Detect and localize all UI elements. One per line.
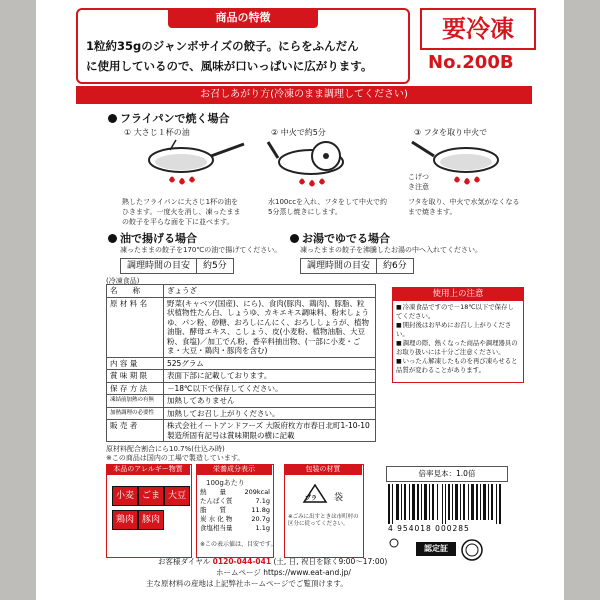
row-value: 加熱してありません [164, 395, 376, 408]
pan-heading [108, 110, 229, 126]
packaging-note: ※ごみに出すときは市町村の区分に従ってください。 [288, 514, 359, 527]
nutrition-per: 100gあたり [206, 479, 245, 487]
allergen-wheat: 小麦 [112, 486, 138, 506]
phone-hours: (土, 日, 祝日を除く9:00～17:00) [273, 557, 388, 566]
homepage-url[interactable]: https://www.eat-and.jp/ [263, 568, 351, 577]
features-title: 商品の特徴 [168, 8, 318, 28]
step-1-label: ① 大さじ１杯の油 [124, 128, 190, 137]
caution-item: ■ 冷凍食品ですので－18℃以下で保存してください。 [396, 303, 520, 321]
ratio-note: 原材料配合割合にら10.7%(仕込み時) [106, 445, 225, 453]
table-row [107, 407, 376, 420]
features-text [86, 36, 402, 76]
boil-heading-text: お湯でゆでる場合 [302, 232, 390, 245]
phone-number: 0120-044-041 [212, 557, 272, 566]
bullet-icon [108, 114, 117, 123]
table-caption: (冷凍食品) [106, 277, 140, 285]
fry-time-box [120, 258, 234, 274]
nutrition-row [200, 488, 270, 497]
table-row [107, 357, 376, 370]
step-2-label: ② 中火で約5分 [271, 128, 326, 137]
boil-desc: 凍ったままの餃子を沸騰したお湯の中へ入れてください。 [300, 246, 482, 254]
nutrition-row [200, 497, 270, 506]
row-value: －18℃以下で保存してください。 [164, 382, 376, 395]
package-back [36, 0, 564, 600]
barcode-digits: 4 954018 000285 [388, 524, 470, 533]
nutrient-value: 20.7g [251, 515, 270, 523]
nutrition-row [200, 506, 270, 515]
row-value: 表面下部に記載しております。 [164, 370, 376, 383]
fry-heading [108, 230, 197, 246]
fry-heading-text: 油で揚げる場合 [120, 232, 197, 245]
step-1-desc: 熱したフライパンに大さじ1杯の油をひきます。一度火を消し、凍ったままの餃子を平らな面を下に並べます。 [122, 198, 241, 226]
caution-item: ■ 調理の際、熱くなった商品や調理器具のお取り扱いには十分ご注意ください。 [396, 339, 520, 357]
howto-banner: お召しあがり方(冷凍のまま調理してください) [76, 86, 532, 104]
keep-frozen-label: 要冷凍 [420, 8, 536, 50]
nutrition-note: ※この表示値は、目安です。 [200, 541, 277, 548]
nutrient-name: たんぱく質 [200, 497, 233, 505]
homepage-line [216, 567, 351, 578]
row-key: 内 容 量 [107, 357, 164, 370]
row-key: 保 存 方 法 [107, 382, 164, 395]
bullet-icon [290, 234, 299, 243]
burn-warning: こげつき注意 [408, 173, 429, 191]
product-label-table [106, 284, 376, 442]
row-key: 加熱調理の必要性 [107, 407, 164, 420]
ga-logo-icon [388, 538, 402, 548]
packaging-panel [284, 464, 364, 558]
product-number: No.200B [428, 52, 514, 73]
row-key: 賞 味 期 限 [107, 370, 164, 383]
factory-note: ※この商品は国内の工場で製造しています。 [106, 454, 245, 462]
phone-label: お客様ダイヤル [158, 557, 211, 566]
fry-time-value: 約5分 [203, 261, 227, 271]
row-value: 525グラム [164, 357, 376, 370]
nutrient-name: 食塩相当量 [200, 524, 233, 532]
row-value: 株式会社イートアンドフーズ 大阪府枚方市春日北町1-10-10 製造所固有記号は賞味期限の横に記載 [164, 420, 376, 442]
caution-box [392, 287, 524, 383]
nutrient-name: 脂 質 [200, 506, 226, 514]
table-row [107, 395, 376, 408]
packaging-title: 包装の材質 [284, 464, 362, 475]
customer-line [158, 556, 387, 567]
caution-list [393, 303, 523, 375]
allergen-sesame: ごま [138, 486, 164, 506]
bullet-icon [108, 234, 117, 243]
allergy-title: 本品のアレルギー物質 [106, 464, 190, 475]
allergen-chicken: 鶏肉 [112, 510, 138, 530]
step-2-desc: 水100ccを入れ、フタをして中火で約5分蒸し焼きにします。 [268, 198, 387, 216]
packaging-material: 袋 [334, 493, 344, 503]
row-key: 販 売 者 [107, 420, 164, 442]
boil-heading [290, 230, 390, 246]
table-row [107, 382, 376, 395]
origin-note: 主な原材料の産地は上記弊社ホームページでご覧頂けます。 [146, 579, 348, 588]
frying-pan-oil-icon [136, 138, 246, 190]
fry-desc: 凍ったままの餃子を170℃の油で揚げてください。 [120, 246, 282, 254]
features-box [76, 8, 410, 84]
fry-time-label: 調理時間の目安 [121, 259, 197, 273]
row-value: 加熱してお召し上がりください。 [164, 407, 376, 420]
nutrient-name: 熱 量 [200, 488, 226, 496]
row-key: 凍結前加熱の有無 [107, 395, 164, 408]
caution-title: 使用上の注意 [393, 288, 523, 301]
pan-heading-text: フライパンで焼く場合 [120, 112, 230, 125]
homepage-label: ホームページ [216, 568, 261, 577]
nutrition-row [200, 524, 270, 533]
allergen-soy: 大豆 [164, 486, 190, 506]
boil-time-label: 調理時間の目安 [301, 259, 377, 273]
nutrient-value: 209kcal [244, 488, 270, 496]
caution-item: ■ いったん解凍したものを再び凍らせると品質が変わることがあります。 [396, 357, 520, 375]
boil-time-value: 約6分 [383, 261, 407, 271]
nutrition-row [200, 515, 270, 524]
caution-item: ■ 開封後はお早めにお召し上がりください。 [396, 321, 520, 339]
table-row [107, 285, 376, 298]
table-row [107, 420, 376, 442]
step-3-desc: フタを取り、中火で水気がなくなるまで焼きます。 [408, 198, 520, 216]
row-key: 名 称 [107, 285, 164, 298]
recycle-symbol-text: プラ [305, 495, 318, 502]
allergen-pork: 豚肉 [138, 510, 164, 530]
features-line-1: 1粒約35gのジャンボサイズの餃子。にらをふんだん [86, 39, 359, 53]
row-value: ぎょうざ [164, 285, 376, 298]
row-key: 原 材 料 名 [107, 297, 164, 357]
table-row [107, 297, 376, 357]
nutrient-value: 7.1g [255, 497, 270, 505]
nutrient-value: 11.8g [251, 506, 270, 514]
row-value: 野菜(キャベツ(国産)、にら)、食肉(豚肉、鶏肉)、豚脂、粒状植物性たん白、しょうゆ、カキエキス調味料、粉末しょうゆ、パン粉、砂糖、おろしにんにく、おろししょうが、植物油脂、酵母エキス、こしょう、皮(小麦粉、植物油脂、大豆粉、食塩)／加工でん粉、香辛料抽出物、(一部に小麦・ごま・大豆・鶏肉・豚肉を含む) [164, 297, 376, 357]
certification-badge: 認定証 [416, 542, 456, 556]
step-3-label: ③ フタを取り中火で [414, 128, 488, 137]
barcode-scale-label: 倍率見本：1.0倍 [386, 466, 508, 482]
nutrient-name: 炭 水 化 物 [200, 515, 233, 523]
nutrition-rows [200, 488, 270, 533]
table-row [107, 370, 376, 383]
nutrient-value: 1.1g [255, 524, 270, 532]
pan-with-lid-icon [266, 136, 376, 192]
features-line-2: に使用しているので、風味が口いっぱいに広がります。 [86, 59, 373, 73]
boil-time-box [300, 258, 414, 274]
nutrition-title: 栄養成分表示 [196, 464, 272, 475]
certification-seal-icon [460, 538, 484, 562]
